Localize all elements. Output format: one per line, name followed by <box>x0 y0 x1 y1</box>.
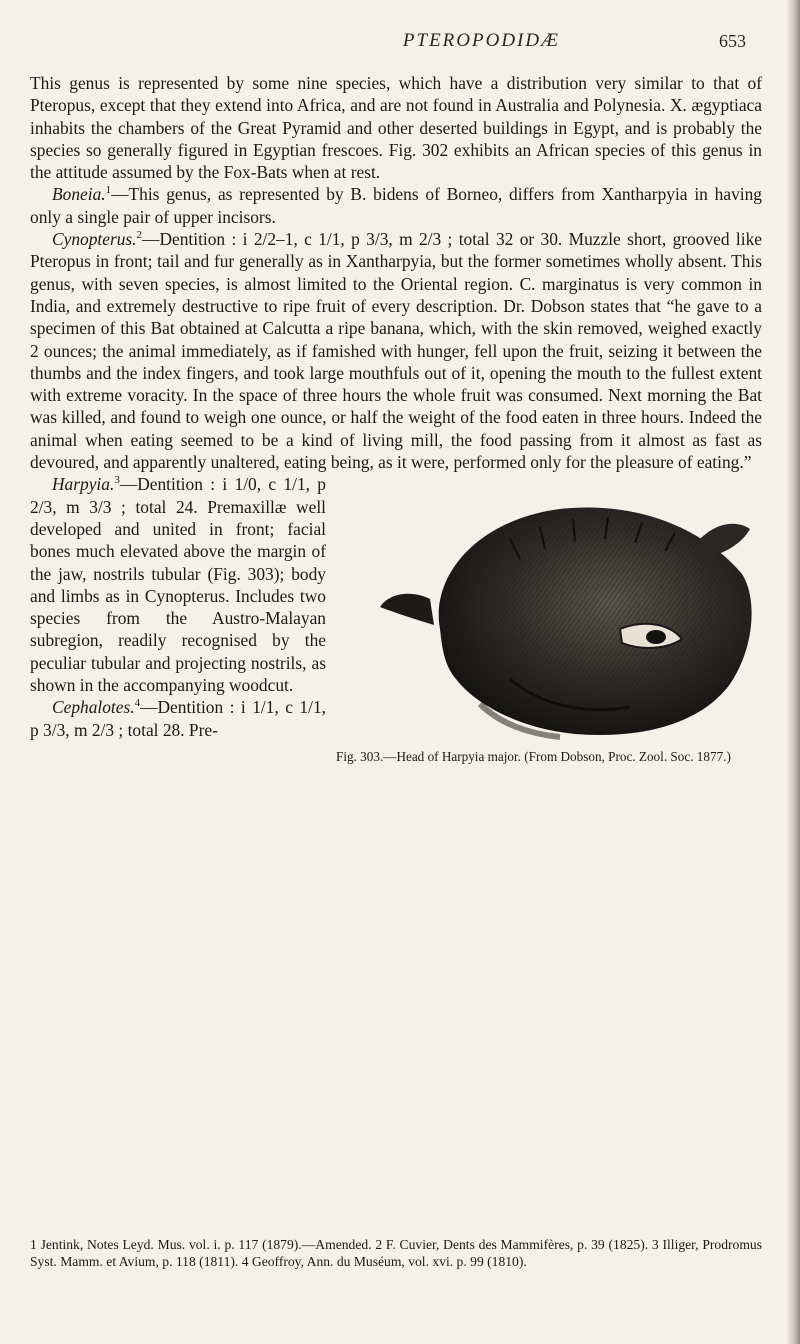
footnote-ref: 2 <box>136 229 143 242</box>
paragraph-text: —Dentition : i 2/2–1, c 1/1, p 3/3, m 2/3 ; total 32 or 30. Muzzle short, grooved like Pteropus in front; tail and fur generally as in Xantharpyia, but the former sometimes wholly absent. This genus, with seven species, is almost limited to the Oriental region. C. marginatus is very common in India, and extremely destructive to ripe fruit of every description. Dr. Dobson states that “he gave to a specimen of this Bat obtained at Calcutta a ripe banana, which, with the skin removed, weighed exactly 2 ounces; the animal immediately, as if famished with hunger, fell upon the fruit, seizing it between the thumbs and the index fingers, and took large mouthfuls out of it, opening the mouth to the fullest extent with extreme voracity. In the space of three hours the whole fruit was consumed. Next morning the Bat was killed, and found to weigh one ounce, or half the weight of the food eaten in three hours. Indeed the animal when eating seemed to be a kind of living mill, the food passing from it almost as fast as devoured, and apparently unaltered, eating being, as it were, performed only for the pleasure of eating.” <box>30 229 762 473</box>
paragraph-xantharpyia: This genus is represented by some nine species, which have a distribution very similar to that of Pteropus, except that they extend into Africa, and are not found in Australia and Polynesia. X. ægyptiaca inhabits the chambers of the Great Pyramid and other deserted buildings in Egypt, and is probably the species so generally figured in Egyptian frescoes. Fig. 302 exhibits an African species of this genus in the attitude assumed by the Fox-Bats when at rest. <box>30 73 762 183</box>
genus-name: Cynopterus. <box>52 229 137 250</box>
genus-name: Boneia. <box>52 184 106 205</box>
footnotes: 1 Jentink, Notes Leyd. Mus. vol. i. p. 117 (1879).—Amended. 2 F. Cuvier, Dents des Mammifères, p. 39 (1825). 3 Illiger, Prodromus Syst. Mamm. et Avium, p. 118 (1811). 4 Geoffroy, Ann. du Muséum, vol. xvi. p. 99 (1810). <box>30 1237 762 1269</box>
figure-303 <box>336 479 762 781</box>
genus-name: Cephalotes. <box>52 697 135 718</box>
bat-head-woodcut <box>370 479 762 741</box>
genus-name: Harpyia. <box>52 474 115 495</box>
footnote-ref: 3 <box>114 474 120 487</box>
figure-caption: Fig. 303.—Head of Harpyia major. (From Dobson, Proc. Zool. Soc. 1877.) <box>336 749 731 765</box>
paragraph-text: —Dentition : i 1/1, c 1/1, p 3/3, m 2/3 ; total 28. Pre- <box>30 697 326 740</box>
paragraph-cynopterus <box>30 228 762 473</box>
footnote-ref: 1 <box>105 184 112 197</box>
body-text <box>30 72 762 783</box>
paragraph-text: —This genus, as represented by B. bidens of Borneo, differs from Xantharpyia in having only a single pair of upper incisors. <box>30 184 762 227</box>
page-edge <box>786 0 800 1344</box>
paragraph-boneia <box>30 183 762 228</box>
paragraph-text: —Dentition : i 1/0, c 1/1, p 2/3, m 3/3 ; total 24. Premaxillæ well developed and united in front; facial bones much elevated above the margin of the jaw, nostrils tubular (Fig. 303); body and limbs as in Cynopterus. Includes two species from the Austro-Malayan subregion, readily recognised by the peculiar tubular and projecting nostrils, as shown in the accompanying woodcut. <box>30 474 326 696</box>
footnote-ref: 4 <box>134 697 141 710</box>
running-head: PTEROPODIDÆ <box>402 30 560 51</box>
page-number: 653 <box>719 31 746 51</box>
